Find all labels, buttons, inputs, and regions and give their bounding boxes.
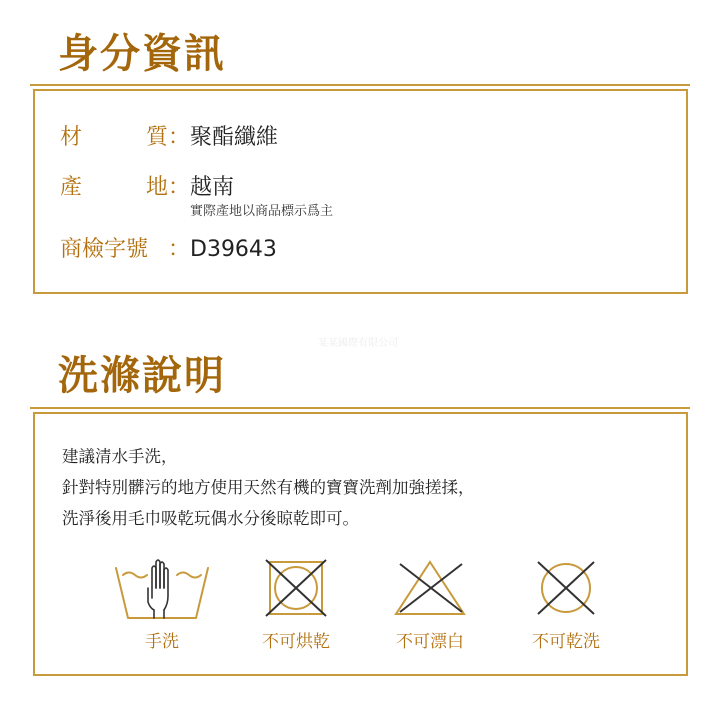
inspection-row: 商檢字號 ： D39643 [60, 232, 277, 263]
material-row: 材 質 ： 聚酯纖維 [60, 120, 278, 151]
care-label: 不可漂白 [396, 632, 464, 652]
care-label: 手洗 [145, 632, 179, 652]
hand-wash-icon [114, 558, 210, 624]
material-value: 聚酯纖維 [190, 125, 279, 150]
care-label: 不可烘乾 [262, 632, 330, 652]
origin-value: 越南 [190, 175, 235, 200]
inspection-label: 商檢字號 [60, 237, 149, 262]
inspection-value: D39643 [190, 237, 277, 262]
origin-label: 產 地 [60, 175, 168, 200]
care-label: 不可乾洗 [532, 632, 600, 652]
no-tumble-dry-icon [248, 558, 344, 624]
washing-title: 洗滌說明 [58, 353, 226, 399]
no-bleach-icon [382, 558, 478, 624]
identity-divider [30, 84, 690, 86]
wash-instruction-line: 建議清水手洗， [62, 447, 178, 466]
washing-divider [30, 407, 690, 409]
watermark: 某某國際有限公司 [318, 338, 398, 349]
wash-instruction-line: 洗淨後用毛巾吸乾玩偶水分後晾乾即可。 [62, 509, 359, 528]
origin-note: 實際產地以商品標示爲主 [190, 204, 334, 219]
no-dry-clean-icon [518, 558, 614, 624]
material-label: 材 質 [60, 125, 168, 150]
wash-instruction-line: 針對特別髒污的地方使用天然有機的寶寶洗劑加強搓揉， [62, 478, 475, 497]
identity-title: 身分資訊 [58, 31, 226, 77]
origin-row: 產 地 ： 越南 [60, 170, 234, 201]
